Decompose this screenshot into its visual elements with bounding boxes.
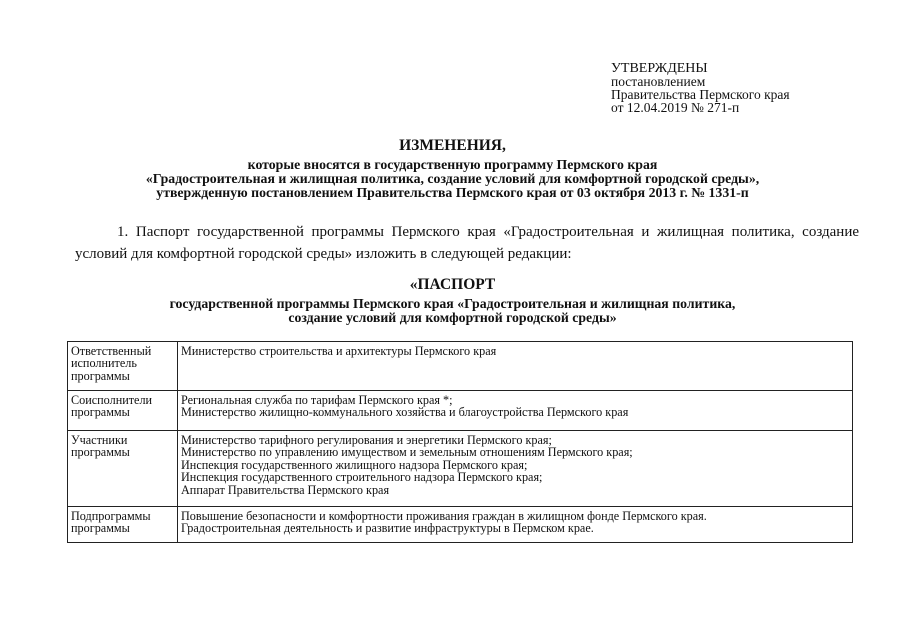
table-row (68, 342, 853, 391)
row-value-cell (178, 507, 853, 543)
row-label: программы (71, 521, 130, 536)
approval-line: Правительства Пермского края (611, 87, 790, 102)
row-label: исполнитель (71, 356, 137, 371)
row-label: программы (71, 405, 130, 420)
row-label: Ответственный (71, 344, 152, 358)
approval-line: от 12.04.2019 № 271-п (611, 100, 740, 115)
row-value: Градостроительная деятельность и развитие инфраструктуры в Пермском крае. (181, 521, 594, 536)
row-value-cell (178, 342, 853, 391)
row-label: программы (71, 445, 130, 460)
row-label-cell (68, 431, 178, 507)
passport-subtitle-line: государственной программы Пермского края «Градостроительная и жилищная политика, (169, 296, 736, 311)
approval-stamp (611, 62, 790, 114)
row-label: Участники (71, 433, 128, 447)
row-value: Министерство тарифного регулирования и энергетики Пермского края; (181, 433, 552, 447)
row-value: Инспекция государственного строительного надзора Пермского края; (181, 470, 543, 485)
row-label: программы (71, 368, 130, 383)
subtitle-line: утвержденную постановлением Правительства Пермского края от 03 октября 2013 г. № 1331-п (156, 185, 749, 200)
row-label: Соисполнители (71, 393, 153, 407)
row-value: Министерство строительства и архитектуры Пермского края (181, 344, 497, 358)
approval-title: УТВЕРЖДЕНЫ (611, 61, 708, 76)
subtitle-line: «Градостроительная и жилищная политика, создание условий для комфортной городской среды», (145, 171, 760, 186)
row-label-cell (68, 507, 178, 543)
subtitle-line: которые вносятся в государственную программу Пермского края (247, 157, 658, 172)
passport-title: «ПАСПОРТ (409, 276, 496, 293)
row-value: Повышение безопасности и комфортности проживания граждан в жилищном фонде Пермского края. (181, 509, 707, 523)
row-value: Инспекция государственного жилищного надзора Пермского края; (181, 457, 528, 472)
body-paragraph: 1. Паспорт государственной программы Пермского края «Градостроительная и жилищная политика, создание условий для комфортной городской среды» изложить в следующей редакции: (75, 224, 859, 262)
passport-subtitle (0, 297, 905, 325)
row-label-cell (68, 391, 178, 431)
row-value-cell (178, 431, 853, 507)
passport-subtitle-line: создание условий для комфортной городской среды» (288, 310, 617, 325)
table-row (68, 431, 853, 507)
document-title: ИЗМЕНЕНИЯ, (399, 137, 506, 154)
document-subtitle (0, 158, 905, 200)
passport-table (67, 341, 853, 543)
approval-line: постановлением (611, 74, 706, 89)
row-value-cell (178, 391, 853, 431)
row-label: Подпрограммы (71, 509, 151, 523)
row-value: Министерство жилищно-коммунального хозяйства и благоустройства Пермского края (181, 405, 629, 420)
row-label-cell (68, 342, 178, 391)
row-value: Министерство по управлению имуществом и земельным отношениям Пермского края; (181, 445, 633, 460)
row-value: Региональная служба по тарифам Пермского края *; (181, 393, 453, 407)
row-value: Аппарат Правительства Пермского края (181, 482, 390, 497)
table-row (68, 391, 853, 431)
table-row (68, 507, 853, 543)
